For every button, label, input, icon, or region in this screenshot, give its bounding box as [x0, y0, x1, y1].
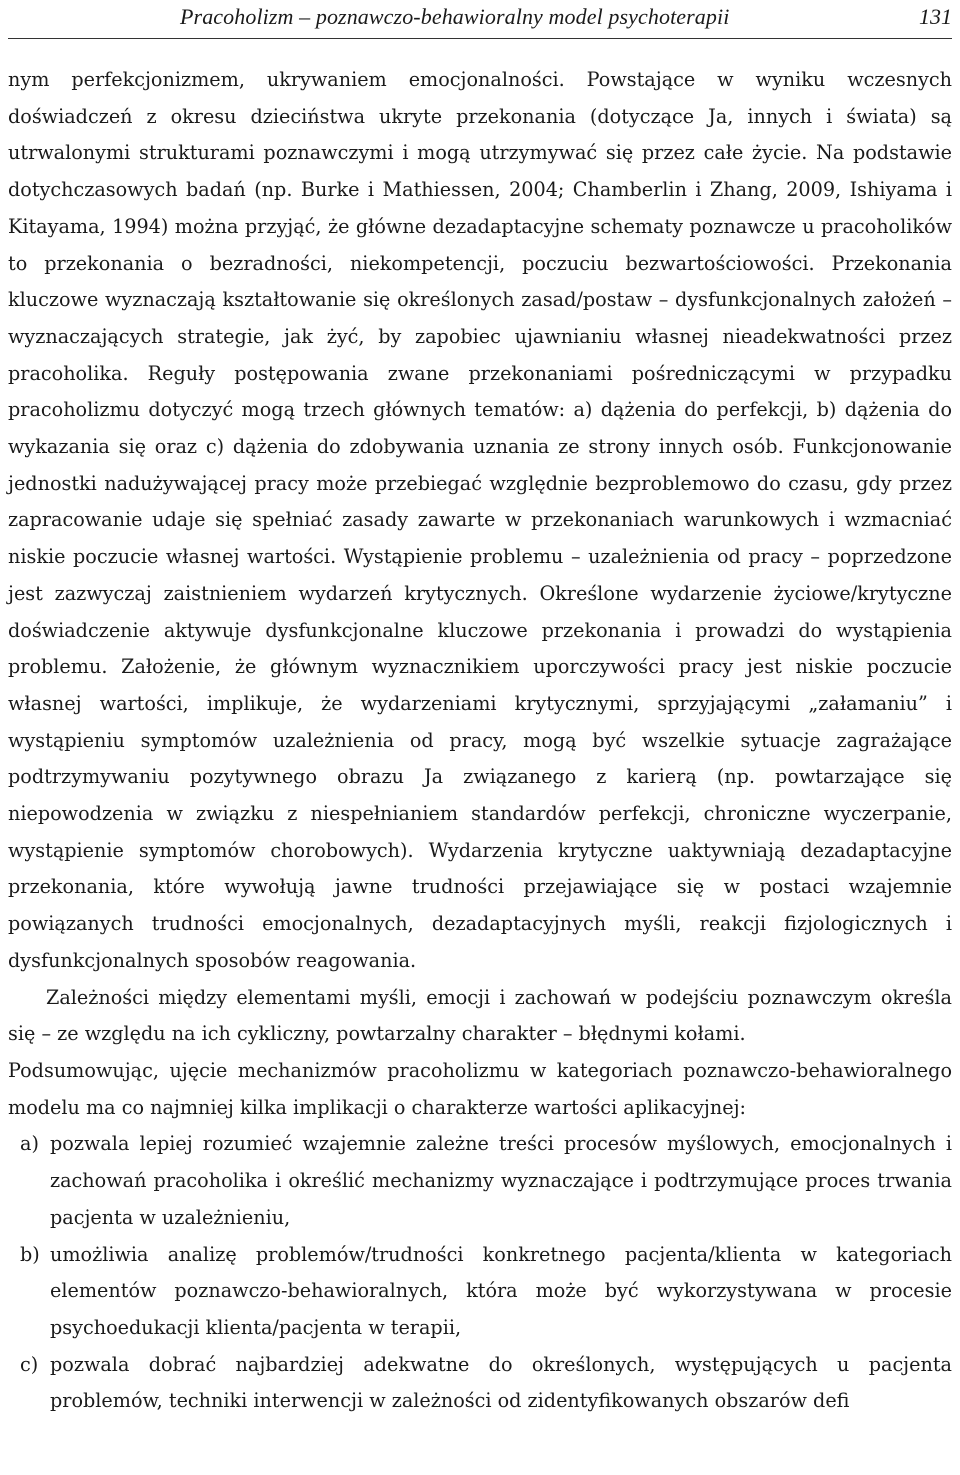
page-number: 131 — [919, 4, 952, 29]
list-marker: b) — [20, 1242, 40, 1266]
list-item — [8, 1347, 952, 1420]
running-title: Pracoholizm – poznawczo-behawioralny model psychoterapii — [180, 4, 730, 29]
paragraph-vicious-circles: Zależności między elementami myśli, emocji i zachowań w podejściu poznawczym określa się – ze względu na ich cykliczny, powtarzalny charakter – błędnymi kołami. — [8, 985, 952, 1046]
running-header — [8, 0, 952, 39]
list-marker: c) — [20, 1352, 39, 1376]
paragraph-continued: nym perfekcjonizmem, ukrywaniem emocjonalności. Powstające w wyniku wczesnych doświadczeń z okresu dzieciństwa ukryte przekonania (dotyczące Ja, innych i świata) są utrwalonymi strukturami poznawczymi i mogą utrzymywać się przez całe życie. Na podstawie dotychczasowych badań (np. Burke i Mathiessen, 2004; Chamberlin i Zhang, 2009, Ishiyama i Kitayama, 1994) można przyjąć, że główne dezadaptacyjne schematy poznawcze u pracoholików to przekonania o bezradności, niekompetencji, poczuciu bezwartościowości. Przekonania kluczowe wyznaczają kształtowanie się określonych zasad/postaw – dysfunkcjonalnych założeń – wyznaczających strategie, jak żyć, by zapobiec ujawnianiu własnej nieadekwatności przez pracoholika. Reguły postępowania zwane przekonaniami pośredniczącymi w przypadku pracoholizmu dotyczyć mogą trzech głównych tematów: a) dążenia do perfekcji, b) dążenia do wykazania się oraz c) dążenia do zdobywania uznania ze strony innych osób. Funkcjonowanie jednostki nadużywającej pracy może przebiegać względnie bezproblemowo do czasu, gdy przez zapracowanie udaje się spełniać zasady zawarte w przekonaniach warunkowych i wzmacniać niskie poczucie własnej wartości. Wystąpienie problemu – uzależnienia od pracy – poprzedzone jest zazwyczaj zaistnieniem wydarzeń krytycznych. Określone wydarzenie życiowe/krytyczne doświadczenie aktywuje dysfunkcjonalne kluczowe przekonania i prowadzi do wystąpienia problemu. Założenie, że głównym wyznacznikiem uporczywości pracy jest niskie poczucie własnej wartości, implikuje, że wydarzeniami krytycznymi, sprzyjającymi „załamaniu” i wystąpieniu symptomów uzależnienia od pracy, mogą być wszelkie sytuacje zagrażające podtrzymywaniu pozytywnego obrazu Ja związanego z karierą (np. powtarzające się niepowodzenia w związku z niespełnianiem standardów perfekcji, chroniczne wyczerpanie, wystąpienie symptomów chorobowych). Wydarzenia krytyczne uaktywniają dezadaptacyjne przekonania, które wywołują jawne trudności przejawiające się w postaci wzajemnie powiązanych trudności emocjonalnych, dezadaptacyjnych myśli, reakcji fizjologicznych i dysfunkcjonalnych sposobów reagowania. — [8, 68, 952, 972]
list-item-text: pozwala lepiej rozumieć wzajemnie zależne treści procesów myślowych, emocjonalnych i zachowań pracoholika i określić mechanizmy wyznaczające i podtrzymujące proces trwania pacjenta w uzależnieniu, — [50, 1132, 952, 1229]
list-item-text: umożliwia analizę problemów/trudności konkretnego pacjenta/klienta w kategoriach elementów poznawczo-behawioralnych, która może być wykorzystywana w procesie psychoedukacji klienta/pacjenta w terapii, — [50, 1242, 952, 1339]
paragraph-summary: Podsumowując, ujęcie mechanizmów pracoholizmu w kategoriach poznawczo-behawioralnego modelu ma co najmniej kilka implikacji o charakterze wartości aplikacyjnej: — [8, 1058, 952, 1119]
list-item-text: pozwala dobrać najbardziej adekwatne do określonych, występujących u pacjenta problemów, techniki interwencji w zależności od zidentyfikowanych obszarów defi — [50, 1352, 952, 1413]
implications-list — [8, 1126, 952, 1420]
list-marker: a) — [20, 1132, 39, 1156]
body-text — [8, 62, 952, 1420]
list-item — [8, 1237, 952, 1347]
list-item — [8, 1126, 952, 1236]
